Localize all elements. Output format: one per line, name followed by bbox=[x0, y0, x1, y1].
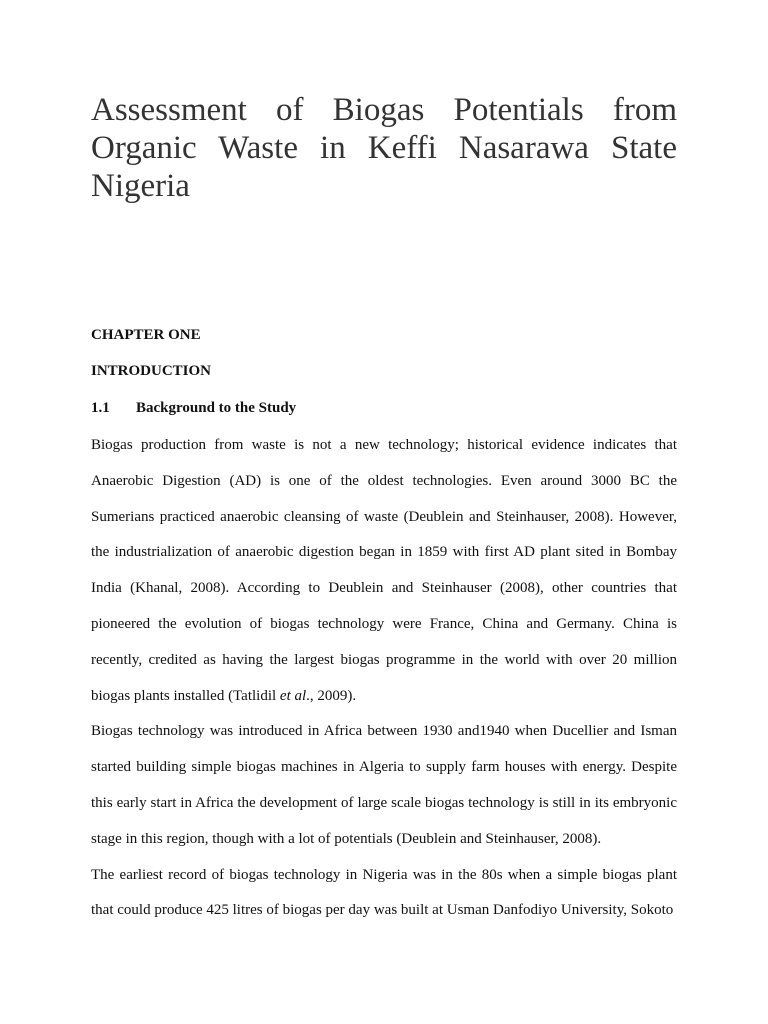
paragraph-3: The earliest record of biogas technology in Nigeria was in the 80s when a simple biogas plant that could produce 425 litres of biogas per day was built at Usman Danfodiyo University, Sokoto bbox=[91, 866, 677, 919]
paragraph-2: Biogas technology was introduced in Africa between 1930 and1940 when Ducellier and Isman started building simple biogas machines in Algeria to supply farm houses with energy. Despite this early start in Africa the development of large scale biogas technology is still in its embryonic stage in this region, though with a lot of potentials (Deublein and Steinhauser, 2008). bbox=[91, 723, 677, 847]
paragraph-1-end: ., 2009). bbox=[306, 687, 357, 704]
paragraph-1-et-al: et al bbox=[279, 687, 307, 704]
body-text bbox=[91, 428, 677, 929]
subsection-title: Background to the Study bbox=[136, 400, 297, 416]
section-heading: INTRODUCTION bbox=[91, 363, 212, 379]
paragraph-1-text: Biogas production from waste is not a new technology; historical evidence indicates that Anaerobic Digestion (AD) is one of the oldest technologies. Even around 3000 BC the Sumerians practiced anaerobic cleansing of waste (Deublein and Steinhauser, 2008). However, the industrialization of anaerobic digestion began in 1859 with first AD plant sited in Bombay India (Khanal, 2008). According to Deublein and Steinhauser (2008), other countries that pioneered the evolution of biogas technology were France, China and Germany. China is recently, credited as having the largest biogas programme in the world with over 20 million biogas plants installed (Tatlidil bbox=[91, 437, 677, 704]
subsection-heading bbox=[91, 400, 296, 417]
document-title: Assessment of Biogas Potentials from Organic Waste in Keffi Nasarawa State Nigeria bbox=[91, 92, 677, 204]
paragraph-1 bbox=[91, 428, 677, 714]
subsection-number: 1.1 bbox=[91, 400, 110, 416]
chapter-heading: CHAPTER ONE bbox=[91, 327, 201, 343]
